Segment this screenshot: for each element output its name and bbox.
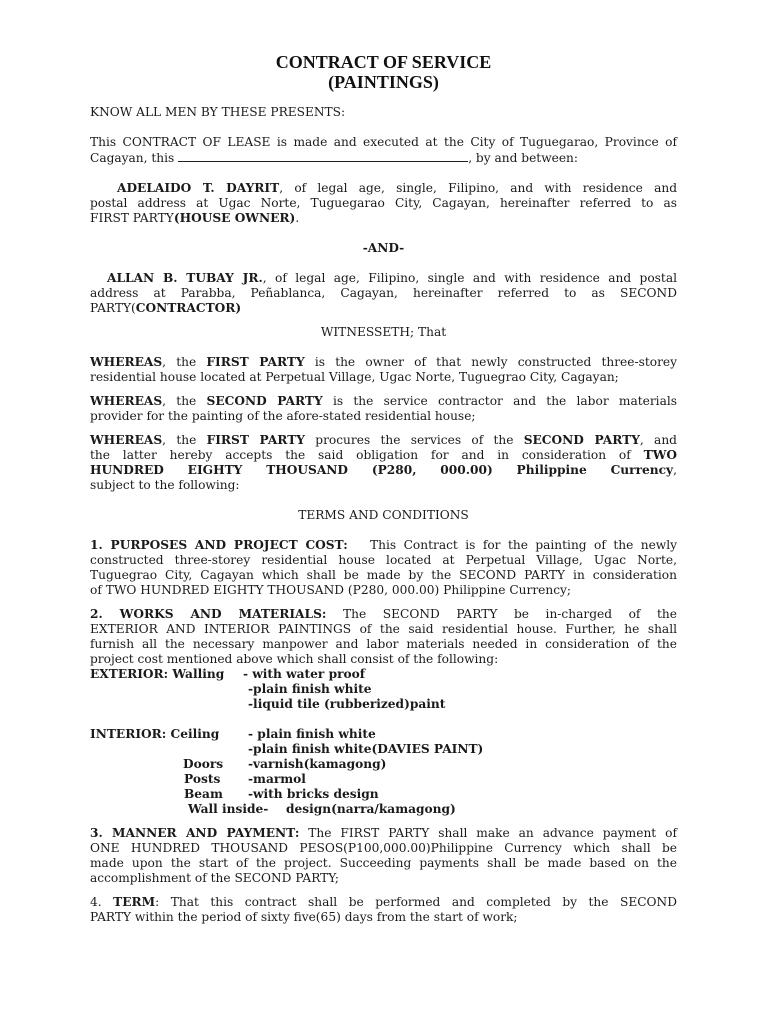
and-separator: -AND- bbox=[362, 241, 405, 255]
whereas-2-line-1: WHEREAS, the SECOND PARTY is the service contractor and the labor materials bbox=[90, 394, 677, 408]
term-3-line-3: made upon the start of the project. Succeeding payments shall be made based on the bbox=[90, 856, 677, 870]
party2-line-3: PARTY(CONTRACTOR) bbox=[90, 301, 242, 315]
exterior-row-2: -plain finish white bbox=[248, 682, 372, 696]
exterior-row-3: -liquid tile (rubberized)paint bbox=[248, 697, 446, 711]
document-subtitle: (PAINTINGS) bbox=[328, 72, 439, 92]
know-all-heading: KNOW ALL MEN BY THESE PRESENTS: bbox=[90, 105, 346, 119]
term-3-line-4: accomplishment of the SECOND PARTY; bbox=[90, 871, 339, 885]
document-title: CONTRACT OF SERVICE bbox=[275, 52, 492, 72]
terms-heading: TERMS AND CONDITIONS bbox=[298, 508, 469, 522]
party2-line-1: ALLAN B. TUBAY JR., of legal age, Filipino, single and with residence and postal bbox=[107, 271, 677, 285]
whereas-3-line-4: subject to the following: bbox=[90, 478, 240, 492]
term-1-line-2: constructed three-storey residential house located at Perpetual Village, Ugac Norte, bbox=[90, 553, 677, 567]
date-blank bbox=[178, 150, 468, 162]
term-2-line-2: EXTERIOR AND INTERIOR PAINTINGS of the said residential house. Further, he shall bbox=[90, 622, 677, 636]
term-3-line-2: ONE HUNDRED THOUSAND PESOS(P100,000.00)Philippine Currency which shall be bbox=[90, 841, 677, 855]
whereas-1-line-2: residential house located at Perpetual Village, Ugac Norte, Tuguegrao City, Cagayan; bbox=[90, 370, 619, 384]
interior-row-2: -plain finish white(DAVIES PAINT) bbox=[248, 742, 484, 756]
whereas-1-line-1: WHEREAS, the FIRST PARTY is the owner of that newly constructed three-storey bbox=[90, 355, 678, 369]
party1-line-1: ADELAIDO T. DAYRIT, of legal age, single, Filipino, and with residence and bbox=[117, 181, 677, 195]
whereas-3-line-1: WHEREAS, the FIRST PARTY procures the services of the SECOND PARTY, and bbox=[90, 433, 677, 447]
intro-line-1: This CONTRACT OF LEASE is made and executed at the City of Tuguegarao, Province of bbox=[90, 135, 677, 149]
whereas-3-line-3: HUNDRED EIGHTY THOUSAND (P280, 000.00) Philippine Currency, bbox=[90, 463, 677, 477]
term-1-line-4: of TWO HUNDRED EIGHTY THOUSAND (P280, 000.00) Philippine Currency; bbox=[90, 583, 572, 597]
party2-line-2: address at Parabba, Peñablanca, Cagayan, hereinafter referred to as SECOND bbox=[90, 286, 677, 300]
term-4-line-1: 4. TERM: That this contract shall be performed and completed by the SECOND bbox=[90, 895, 677, 909]
term-2-line-3: furnish all the necessary manpower and labor materials needed in consideration of the bbox=[90, 637, 677, 651]
term-3-line-1: 3. MANNER AND PAYMENT: The FIRST PARTY shall make an advance payment of bbox=[90, 826, 677, 840]
interior-row-1: INTERIOR: Ceiling - plain finish white bbox=[90, 727, 376, 741]
interior-wall-row: Wall inside- design(narra/kamagong) bbox=[188, 802, 456, 816]
intro-line-2: Cagayan, this , by and between: bbox=[90, 151, 579, 165]
party1-line-3: FIRST PARTY(HOUSE OWNER). bbox=[90, 211, 300, 225]
term-4-line-2: PARTY within the period of sixty five(65) days from the start of work; bbox=[90, 910, 518, 924]
interior-doors-row: Doors -varnish(kamagong) bbox=[183, 757, 387, 771]
witnesseth-heading: WITNESSETH; That bbox=[320, 325, 447, 339]
whereas-3-line-2: the latter hereby accepts the said obligation for and in consideration of TWO bbox=[90, 448, 677, 462]
interior-beam-row: Beam -with bricks design bbox=[184, 787, 379, 801]
term-1-line-1: 1. PURPOSES AND PROJECT COST: This Contract is for the painting of the newly bbox=[90, 538, 677, 552]
party1-line-2: postal address at Ugac Norte, Tuguegarao City, Cagayan, hereinafter referred to as bbox=[90, 196, 677, 210]
contract-document bbox=[90, 52, 677, 925]
exterior-row-1: EXTERIOR: Walling - with water proof bbox=[90, 667, 366, 681]
term-2-line-1: 2. WORKS AND MATERIALS: The SECOND PARTY be in-charged of the bbox=[90, 607, 677, 621]
whereas-2-line-2: provider for the painting of the afore-stated residential house; bbox=[90, 409, 476, 423]
term-1-line-3: Tuguegrao City, Cagayan which shall be made by the SECOND PARTY in consideration bbox=[90, 568, 677, 582]
term-2-line-4: project cost mentioned above which shall consist of the following: bbox=[90, 652, 499, 666]
interior-posts-row: Posts -marmol bbox=[184, 772, 306, 786]
